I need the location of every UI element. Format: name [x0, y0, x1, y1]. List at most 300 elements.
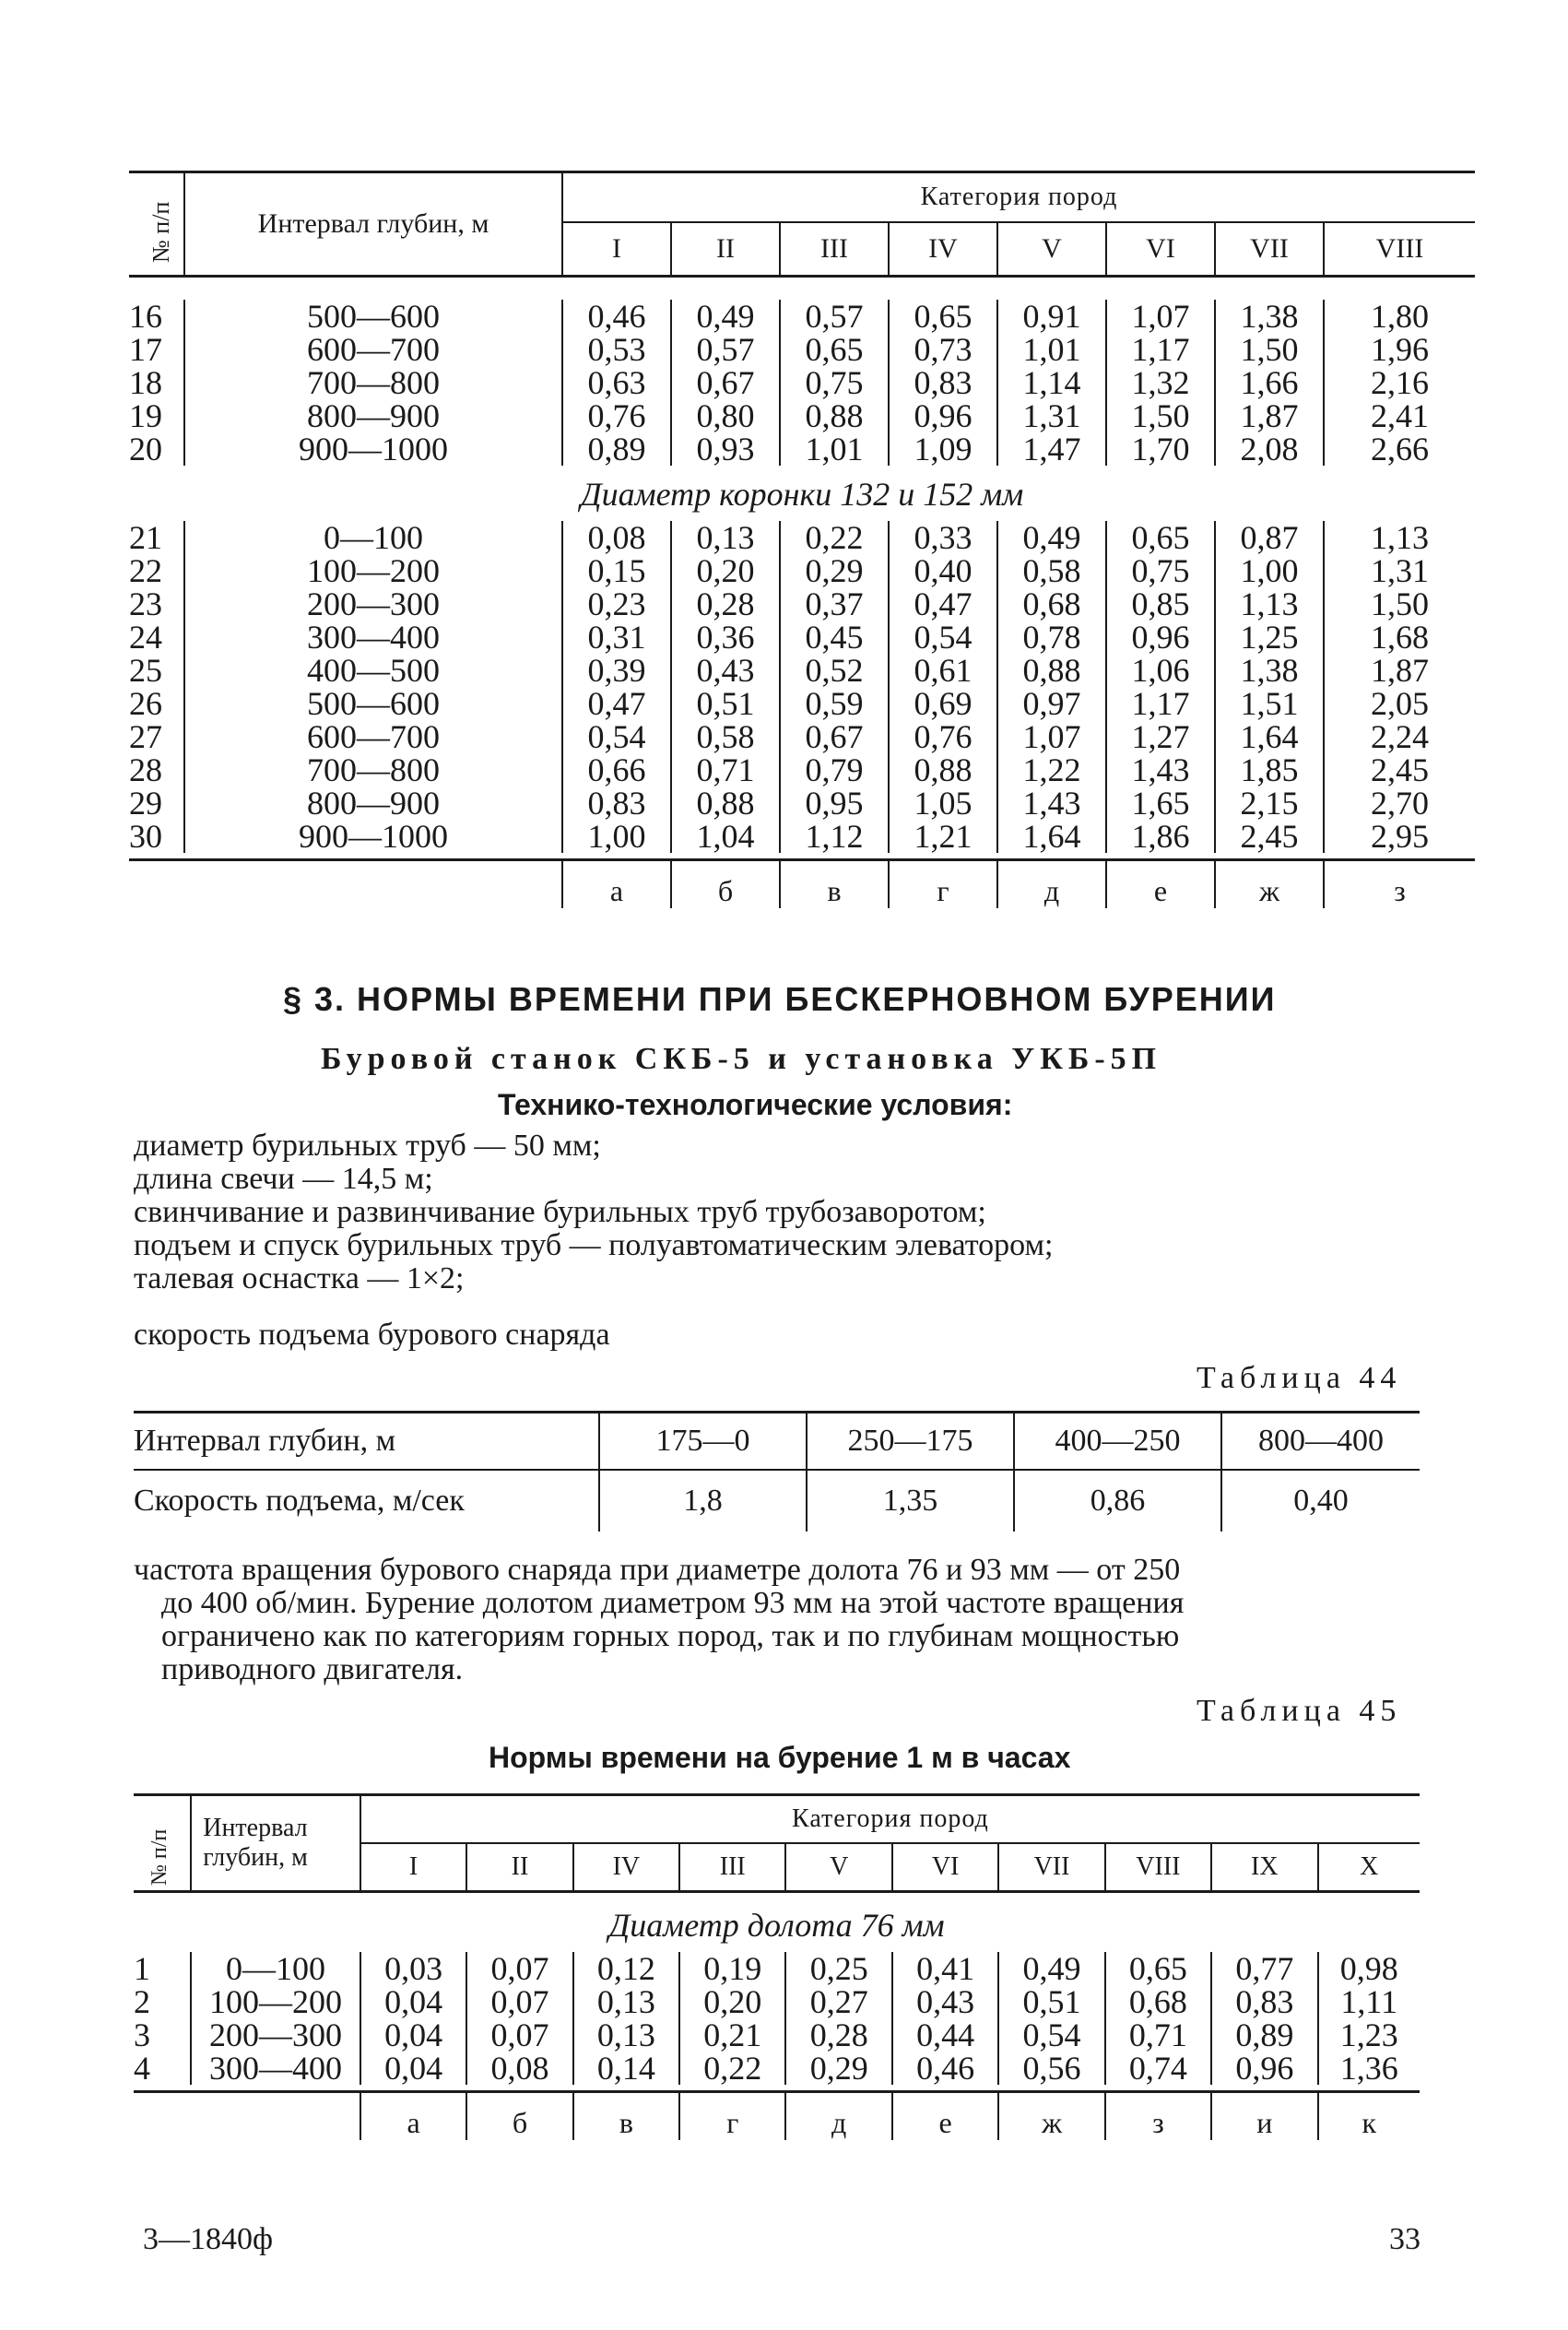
row-value: 1,85: [1215, 753, 1324, 787]
row-interval: 800—900: [184, 787, 562, 820]
row-value: 1,13: [1215, 587, 1324, 621]
category-cell: IX: [1211, 1843, 1317, 1892]
table44-row1-label: Интервал глубин, м: [134, 1413, 599, 1471]
table45: [134, 1793, 1420, 2140]
row-number: 17: [129, 331, 162, 368]
row-interval: 0—100: [184, 521, 562, 554]
row-number: 23: [129, 585, 162, 622]
table44-cell: 175—0: [599, 1413, 807, 1471]
row-value: 0,58: [997, 554, 1106, 587]
row-value: 0,08: [562, 521, 671, 554]
row-value: 0,54: [889, 621, 997, 654]
table-row: [129, 554, 1475, 587]
table-row: [129, 687, 1475, 720]
table44-cell: 400—250: [1014, 1413, 1221, 1471]
row-value: 1,50: [1324, 587, 1475, 621]
column-letter: д: [785, 2092, 891, 2141]
row-value: 0,74: [1105, 2052, 1211, 2085]
row-value: 0,96: [1106, 621, 1215, 654]
table-row: [129, 399, 1475, 432]
category-cell: VI: [892, 1843, 998, 1892]
conditions-title: Технико-технологические условия:: [498, 1088, 1013, 1121]
table44-row2-label: Скорость подъема, м/сек: [134, 1484, 465, 1518]
row-value: 0,28: [785, 2018, 891, 2052]
category-cell: IV: [889, 222, 997, 277]
row-value: 2,24: [1324, 720, 1475, 753]
row-value: 1,43: [997, 787, 1106, 820]
row-interval: 600—700: [184, 720, 562, 753]
row-value: 0,43: [892, 1985, 998, 2018]
row-value: 2,45: [1324, 753, 1475, 787]
row-number: 18: [129, 364, 162, 401]
row-value: 2,05: [1324, 687, 1475, 720]
top-group2: [129, 521, 1475, 853]
table-row: [129, 587, 1475, 621]
row-value: 1,32: [1106, 366, 1215, 399]
table-row: [129, 366, 1475, 399]
row-value: 1,87: [1324, 654, 1475, 687]
row-value: 0,71: [1105, 2018, 1211, 2052]
column-letter: з: [1324, 860, 1475, 909]
row-number: 19: [129, 397, 162, 434]
row-value: 1,47: [997, 432, 1106, 466]
table-row: [129, 333, 1475, 366]
row-value: 0,53: [562, 333, 671, 366]
column-letter: к: [1318, 2092, 1420, 2141]
row-value: 2,95: [1324, 820, 1475, 853]
row-value: 1,64: [997, 820, 1106, 853]
t45-interval-header: [191, 1795, 360, 1892]
row-value: 0,54: [562, 720, 671, 753]
column-letter: ж: [998, 2092, 1104, 2141]
row-value: 0,47: [889, 587, 997, 621]
row-value: 0,65: [780, 333, 889, 366]
row-value: 0,88: [889, 753, 997, 787]
row-value: 1,38: [1215, 300, 1324, 333]
row-value: 0,66: [562, 753, 671, 787]
row-value: 0,13: [573, 2018, 679, 2052]
row-value: 1,96: [1324, 333, 1475, 366]
column-letter: б: [671, 860, 780, 909]
row-value: 2,15: [1215, 787, 1324, 820]
table-row: [134, 1952, 1420, 1985]
row-value: 0,22: [780, 521, 889, 554]
row-interval: 600—700: [184, 333, 562, 366]
paragraph: [134, 1554, 1424, 1686]
row-value: 0,39: [562, 654, 671, 687]
row-interval: 100—200: [184, 554, 562, 587]
row-number: 20: [129, 431, 162, 467]
table-row: [129, 753, 1475, 787]
table-row: [129, 432, 1475, 466]
column-letter: з: [1105, 2092, 1211, 2141]
row-value: 0,98: [1318, 1952, 1420, 1985]
row-value: 0,87: [1215, 521, 1324, 554]
row-value: 0,61: [889, 654, 997, 687]
row-value: 0,36: [671, 621, 780, 654]
condition-item: длина свечи — 14,5 м;: [134, 1162, 433, 1196]
row-value: 1,70: [1106, 432, 1215, 466]
row-number: 28: [129, 751, 162, 788]
row-value: 0,75: [780, 366, 889, 399]
category-cell: VI: [1106, 222, 1215, 277]
row-value: 0,88: [780, 399, 889, 432]
row-number: 2: [134, 1983, 150, 2020]
row-value: 1,23: [1318, 2018, 1420, 2052]
row-value: 0,25: [785, 1952, 891, 1985]
row-value: 0,49: [671, 300, 780, 333]
row-value: 0,71: [671, 753, 780, 787]
group2-title: Диаметр коронки 132 и 152 мм: [580, 476, 1024, 513]
row-interval: 500—600: [184, 687, 562, 720]
row-value: 1,01: [997, 333, 1106, 366]
row-value: 1,00: [562, 820, 671, 853]
row-value: 2,66: [1324, 432, 1475, 466]
t45-interval-label-1: Интервал: [203, 1814, 308, 1842]
row-value: 0,69: [889, 687, 997, 720]
row-number: 27: [129, 718, 162, 755]
table45-title: Нормы времени на бурение 1 м в часах: [489, 1741, 1071, 1774]
row-value: 0,91: [997, 300, 1106, 333]
row-value: 0,51: [671, 687, 780, 720]
column-letter: г: [679, 2092, 785, 2141]
row-value: 0,80: [671, 399, 780, 432]
top-group1: [129, 300, 1475, 466]
row-value: 0,58: [671, 720, 780, 753]
table44-cell: 1,8: [599, 1470, 807, 1532]
table-row: [134, 2018, 1420, 2052]
row-number: 30: [129, 818, 162, 855]
row-value: 2,45: [1215, 820, 1324, 853]
row-value: 0,21: [679, 2018, 785, 2052]
row-value: 0,13: [671, 521, 780, 554]
row-value: 0,96: [1211, 2052, 1317, 2085]
row-interval: 300—400: [191, 2052, 360, 2085]
table44-cell: 1,35: [807, 1470, 1014, 1532]
letters-spacer: [191, 2092, 360, 2141]
row-interval: 100—200: [191, 1985, 360, 2018]
column-letter: а: [360, 2092, 466, 2141]
category-cell: II: [671, 222, 780, 277]
row-number: 16: [129, 298, 162, 335]
row-value: 0,88: [671, 787, 780, 820]
row-value: 0,63: [562, 366, 671, 399]
category-cell: VIII: [1105, 1843, 1211, 1892]
row-interval: 700—800: [184, 366, 562, 399]
row-value: 1,87: [1215, 399, 1324, 432]
row-value: 0,07: [466, 1952, 572, 1985]
column-letter: е: [892, 2092, 998, 2141]
row-value: 0,67: [780, 720, 889, 753]
row-value: 0,46: [562, 300, 671, 333]
row-value: 1,27: [1106, 720, 1215, 753]
row-value: 1,09: [889, 432, 997, 466]
row-value: 0,04: [360, 2018, 466, 2052]
table-row: [129, 654, 1475, 687]
row-value: 1,00: [1215, 554, 1324, 587]
letters-spacer: [184, 860, 562, 909]
category-cell: VII: [998, 1843, 1104, 1892]
row-interval: 200—300: [191, 2018, 360, 2052]
row-value: 1,65: [1106, 787, 1215, 820]
row-value: 0,85: [1106, 587, 1215, 621]
category-cell: I: [360, 1843, 466, 1892]
row-value: 0,19: [679, 1952, 785, 1985]
footer-code: 3—1840ф: [143, 2222, 274, 2256]
row-value: 1,51: [1215, 687, 1324, 720]
row-value: 0,43: [671, 654, 780, 687]
column-letter: и: [1211, 2092, 1317, 2141]
category-cell: IV: [573, 1843, 679, 1892]
condition-item: свинчивание и развинчивание бурильных труб трубозаворотом;: [134, 1195, 986, 1229]
row-value: 1,04: [671, 820, 780, 853]
row-value: 0,49: [998, 1952, 1104, 1985]
row-value: 0,28: [671, 587, 780, 621]
row-value: 1,66: [1215, 366, 1324, 399]
category-cell: VIII: [1324, 222, 1475, 277]
row-value: 0,83: [1211, 1985, 1317, 2018]
category-cell: III: [780, 222, 889, 277]
t45-category-header: Категория пород: [360, 1795, 1420, 1844]
row-value: 0,41: [892, 1952, 998, 1985]
conditions-list: [134, 1130, 1054, 1295]
row-value: 0,49: [997, 521, 1106, 554]
table-row: [134, 1985, 1420, 2018]
row-value: 1,80: [1324, 300, 1475, 333]
paragraph-line: ограничено как по категориям горных пород, так и по глубинам мощностью: [161, 1619, 1180, 1653]
row-value: 1,06: [1106, 654, 1215, 687]
row-interval: 900—1000: [184, 432, 562, 466]
row-value: 0,79: [780, 753, 889, 787]
column-letter: ж: [1215, 860, 1324, 909]
row-value: 1,17: [1106, 333, 1215, 366]
row-value: 1,86: [1106, 820, 1215, 853]
table-row: [129, 720, 1475, 753]
section-subheading: Буровой станок СКБ-5 и установка УКБ-5П: [321, 1042, 1162, 1076]
row-number: 25: [129, 652, 162, 689]
row-value: 0,95: [780, 787, 889, 820]
row-value: 0,76: [889, 720, 997, 753]
row-value: 0,44: [892, 2018, 998, 2052]
paragraph-line: приводного двигателя.: [161, 1652, 464, 1686]
top-letters-row: [129, 860, 1475, 909]
row-value: 0,52: [780, 654, 889, 687]
row-value: 0,77: [1211, 1952, 1317, 1985]
row-value: 0,97: [997, 687, 1106, 720]
row-number: 3: [134, 2017, 150, 2053]
row-value: 1,05: [889, 787, 997, 820]
row-value: 0,03: [360, 1952, 466, 1985]
speed-intro: скорость подъема бурового снаряда: [134, 1318, 610, 1352]
row-value: 1,21: [889, 820, 997, 853]
table45-label: Таблица 45: [1197, 1694, 1402, 1728]
row-value: 2,16: [1324, 366, 1475, 399]
row-value: 1,50: [1106, 399, 1215, 432]
category-cell: III: [679, 1843, 785, 1892]
table-row: [129, 820, 1475, 853]
row-value: 1,07: [1106, 300, 1215, 333]
row-value: 0,15: [562, 554, 671, 587]
row-value: 0,12: [573, 1952, 679, 1985]
interval-header: Интервал глубин, м: [184, 172, 562, 277]
column-letter: в: [573, 2092, 679, 2141]
row-value: 0,67: [671, 366, 780, 399]
row-value: 2,41: [1324, 399, 1475, 432]
row-value: 0,93: [671, 432, 780, 466]
condition-item: талевая оснастка — 1×2;: [134, 1261, 465, 1295]
row-value: 0,56: [998, 2052, 1104, 2085]
row-value: 0,23: [562, 587, 671, 621]
letters-spacer: [129, 860, 184, 909]
section-heading: § 3. НОРМЫ ВРЕМЕНИ ПРИ БЕСКЕРНОВНОМ БУРЕНИИ: [283, 980, 1277, 1018]
table-row: [129, 787, 1475, 820]
category-cell: V: [785, 1843, 891, 1892]
category-cell: V: [997, 222, 1106, 277]
row-value: 0,57: [671, 333, 780, 366]
row-value: 0,68: [997, 587, 1106, 621]
row-value: 0,45: [780, 621, 889, 654]
no-header-cell: [129, 172, 184, 277]
row-value: 0,88: [997, 654, 1106, 687]
row-value: 0,07: [466, 2018, 572, 2052]
row-number: 24: [129, 619, 162, 656]
row-value: 0,29: [780, 554, 889, 587]
t45-interval-label-2: глубин, м: [203, 1843, 308, 1872]
row-value: 1,13: [1324, 521, 1475, 554]
row-value: 0,13: [573, 1985, 679, 2018]
row-value: 0,68: [1105, 1985, 1211, 2018]
t45-group-title: Диаметр долота 76 мм: [608, 1907, 945, 1944]
row-value: 0,20: [679, 1985, 785, 2018]
column-letter: а: [562, 860, 671, 909]
row-interval: 200—300: [184, 587, 562, 621]
category-cell: II: [466, 1843, 572, 1892]
row-value: 0,83: [562, 787, 671, 820]
row-value: 1,11: [1318, 1985, 1420, 2018]
row-value: 0,65: [1106, 521, 1215, 554]
row-value: 0,08: [466, 2052, 572, 2085]
table-row: [129, 621, 1475, 654]
row-value: 0,57: [780, 300, 889, 333]
category-cell: X: [1318, 1843, 1420, 1892]
row-value: 1,43: [1106, 753, 1215, 787]
table44: [134, 1411, 1420, 1532]
paragraph-line: частота вращения бурового снаряда при диаметре долота 76 и 93 мм — от 250: [134, 1553, 1181, 1587]
table44-cell: 0,86: [1014, 1470, 1221, 1532]
table-row: [129, 300, 1475, 333]
row-value: 0,89: [562, 432, 671, 466]
row-value: 0,73: [889, 333, 997, 366]
category-cell: VII: [1215, 222, 1324, 277]
row-interval: 400—500: [184, 654, 562, 687]
t45-letters-row: [134, 2092, 1420, 2141]
row-value: 0,65: [889, 300, 997, 333]
row-number: 4: [134, 2050, 150, 2087]
letters-spacer: [134, 2092, 191, 2141]
row-value: 0,07: [466, 1985, 572, 2018]
column-letter: б: [466, 2092, 572, 2141]
row-interval: 900—1000: [184, 820, 562, 853]
row-value: 1,38: [1215, 654, 1324, 687]
row-value: 2,08: [1215, 432, 1324, 466]
row-value: 1,01: [780, 432, 889, 466]
row-interval: 800—900: [184, 399, 562, 432]
row-number: 21: [129, 519, 162, 556]
row-number: 26: [129, 685, 162, 722]
row-value: 1,14: [997, 366, 1106, 399]
category-cell: I: [562, 222, 671, 277]
row-value: 0,83: [889, 366, 997, 399]
row-value: 1,07: [997, 720, 1106, 753]
row-value: 0,04: [360, 2052, 466, 2085]
row-value: 0,46: [892, 2052, 998, 2085]
table44-label: Таблица 44: [1197, 1361, 1402, 1395]
table45-no-header: № п/п: [147, 1828, 171, 1886]
table44-cell: 0,40: [1221, 1470, 1420, 1532]
row-value: 1,50: [1215, 333, 1324, 366]
column-letter: г: [889, 860, 997, 909]
row-number: 29: [129, 785, 162, 822]
row-value: 1,31: [997, 399, 1106, 432]
row-value: 0,47: [562, 687, 671, 720]
table-row: [134, 2052, 1420, 2085]
row-value: 0,96: [889, 399, 997, 432]
row-value: 0,14: [573, 2052, 679, 2085]
row-value: 1,36: [1318, 2052, 1420, 2085]
row-value: 0,59: [780, 687, 889, 720]
row-value: 0,31: [562, 621, 671, 654]
page-number: 33: [1389, 2222, 1421, 2256]
top-table-no-header: № п/п: [147, 201, 174, 263]
row-value: 0,54: [998, 2018, 1104, 2052]
column-letter: д: [997, 860, 1106, 909]
row-value: 0,78: [997, 621, 1106, 654]
row-value: 0,20: [671, 554, 780, 587]
row-interval: 700—800: [184, 753, 562, 787]
column-letter: в: [780, 860, 889, 909]
row-value: 1,17: [1106, 687, 1215, 720]
t45-body: [134, 1952, 1420, 2085]
row-number: 1: [134, 1950, 150, 1987]
row-value: 2,70: [1324, 787, 1475, 820]
row-value: 0,27: [785, 1985, 891, 2018]
paragraph-line: до 400 об/мин. Бурение долотом диаметром 93 мм на этой частоте вращения: [161, 1586, 1185, 1620]
row-value: 0,76: [562, 399, 671, 432]
row-value: 0,29: [785, 2052, 891, 2085]
row-interval: 300—400: [184, 621, 562, 654]
row-value: 0,65: [1105, 1952, 1211, 1985]
top-table: [129, 171, 1475, 908]
table-row: [129, 521, 1475, 554]
row-value: 1,64: [1215, 720, 1324, 753]
row-value: 1,22: [997, 753, 1106, 787]
row-interval: 0—100: [191, 1952, 360, 1985]
row-value: 0,89: [1211, 2018, 1317, 2052]
row-value: 0,75: [1106, 554, 1215, 587]
condition-item: подъем и спуск бурильных труб — полуавтоматическим элеватором;: [134, 1228, 1054, 1262]
row-value: 1,12: [780, 820, 889, 853]
row-value: 0,37: [780, 587, 889, 621]
table44-cell: 250—175: [807, 1413, 1014, 1471]
row-value: 0,22: [679, 2052, 785, 2085]
row-value: 1,31: [1324, 554, 1475, 587]
table44-cell: 800—400: [1221, 1413, 1420, 1471]
t45-no-header-cell: [134, 1795, 191, 1892]
row-value: 1,25: [1215, 621, 1324, 654]
row-value: 0,40: [889, 554, 997, 587]
row-value: 0,33: [889, 521, 997, 554]
row-interval: 500—600: [184, 300, 562, 333]
